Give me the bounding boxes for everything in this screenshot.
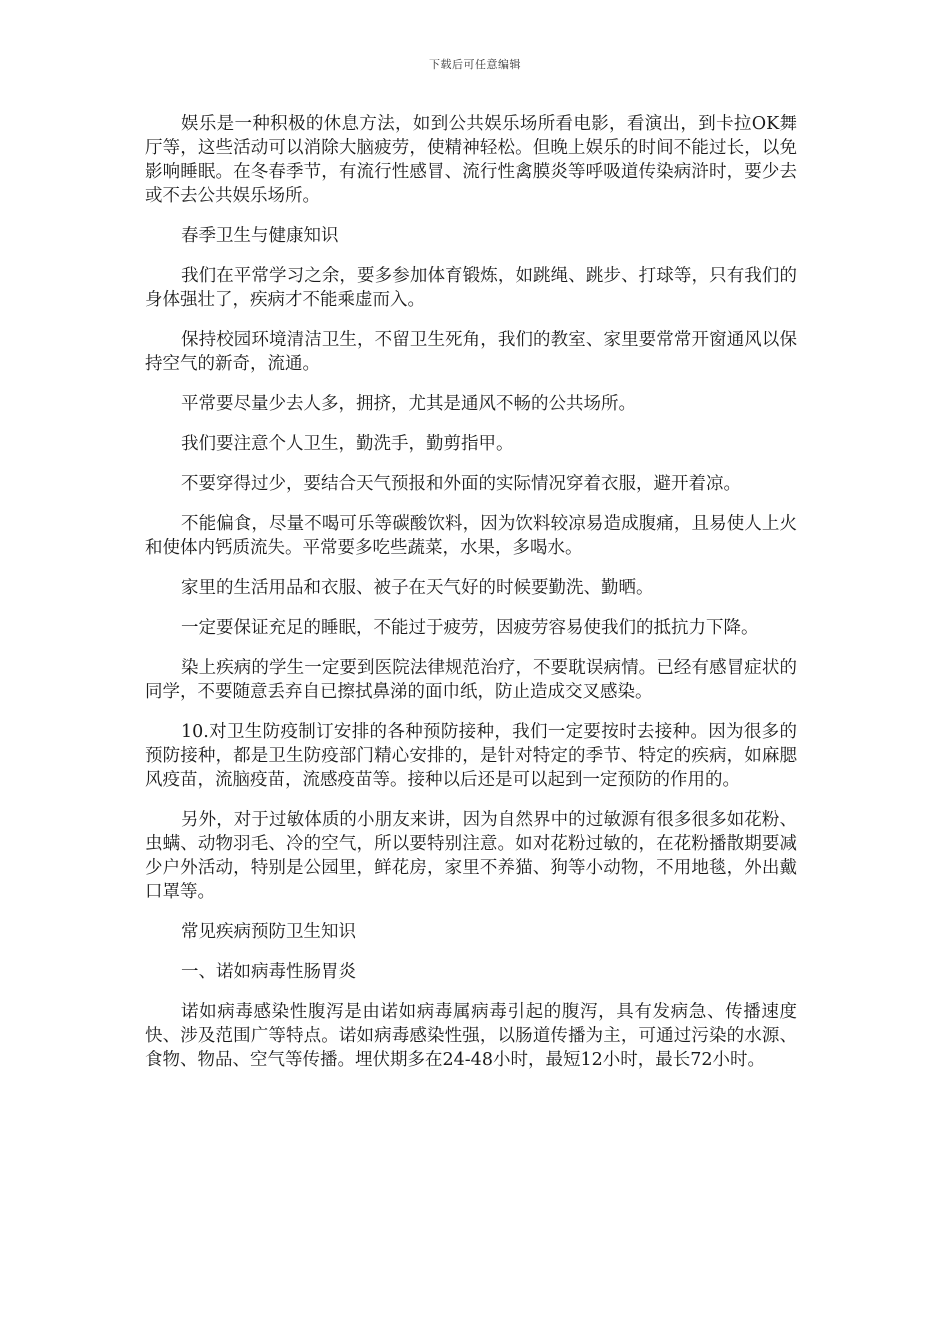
paragraph-diet: 不能偏食，尽量不喝可乐等碳酸饮料，因为饮料较凉易造成腹痛，且易使人上火和使体内钙质流失。平常要多吃些蔬菜，水果，多喝水。	[145, 514, 797, 558]
paragraph-exercise: 我们在平常学习之余，要多参加体育锻炼，如跳绳、跳步、打球等，只有我们的身体强壮了，疾病才不能乘虚而入。	[145, 266, 797, 310]
paragraph-sleep: 一定要保证充足的睡眠，不能过于疲劳，因疲劳容易使我们的抵抗力下降。	[181, 618, 759, 638]
section-heading-spring-health: 春季卫生与健康知识	[181, 226, 339, 246]
paragraph-vaccination: 10.对卫生防疫制订安排的各种预防接种，我们一定要按时去接种。因为很多的预防接种，都是卫生防疫部门精心安排的，是针对特定的季节、特定的疾病，如麻腮风疫苗，流脑疫苗，流感疫苗等。接种以后还是可以起到一定预防的作用的。	[145, 722, 797, 790]
paragraph-entertainment: 娱乐是一种积极的休息方法，如到公共娱乐场所看电影，看演出，到卡拉OK舞厅等，这些活动可以消除大脑疲劳，使精神轻松。但晚上娱乐的时间不能过长，以免影响睡眠。在冬春季节，有流行性感冒、流行性禽膜炎等呼吸道传染病浒时，要少去或不去公共娱乐场所。	[145, 114, 797, 206]
section-heading-disease-prevention: 常见疾病预防卫生知识	[181, 922, 356, 942]
document-body	[145, 112, 797, 1088]
subheading-norovirus: 一、诺如病毒性肠胃炎	[181, 962, 356, 982]
paragraph-norovirus: 诺如病毒感染性腹泻是由诺如病毒属病毒引起的腹泻，具有发病急、传播速度快、涉及范围广等特点。诺如病毒感染性强，以肠道传播为主，可通过污染的水源、食物、物品、空气等传播。埋伏期多在24-48小时，最短12小时，最长72小时。	[145, 1002, 797, 1070]
header-note: 下载后可任意编辑	[429, 58, 521, 71]
paragraph-household-items: 家里的生活用品和衣服、被子在天气好的时候要勤洗、勤晒。	[181, 578, 654, 598]
paragraph-avoid-crowds: 平常要尽量少去人多，拥挤，尤其是通风不畅的公共场所。	[181, 394, 636, 414]
paragraph-personal-hygiene: 我们要注意个人卫生，勤洗手，勤剪指甲。	[181, 434, 514, 454]
paragraph-allergy: 另外，对于过敏体质的小朋友来讲，因为自然界中的过敏源有很多很多如花粉、虫螨、动物羽毛、冷的空气，所以要特别注意。如对花粉过敏的，在花粉播散期要减少户外活动，特别是公园里，鲜花房，家里不养猫、狗等小动物，不用地毯，外出戴口罩等。	[145, 810, 797, 902]
paragraph-clothing: 不要穿得过少，要结合天气预报和外面的实际情况穿着衣服，避开着凉。	[181, 474, 741, 494]
paragraph-treatment: 染上疾病的学生一定要到医院法律规范治疗，不要耽误病情。已经有感冒症状的同学，不要随意丢弃自已擦拭鼻涕的面巾纸，防止造成交叉感染。	[145, 658, 797, 702]
paragraph-campus-hygiene: 保持校园环境清洁卫生，不留卫生死角，我们的教室、家里要常常开窗通风以保持空气的新奇，流通。	[145, 330, 797, 374]
